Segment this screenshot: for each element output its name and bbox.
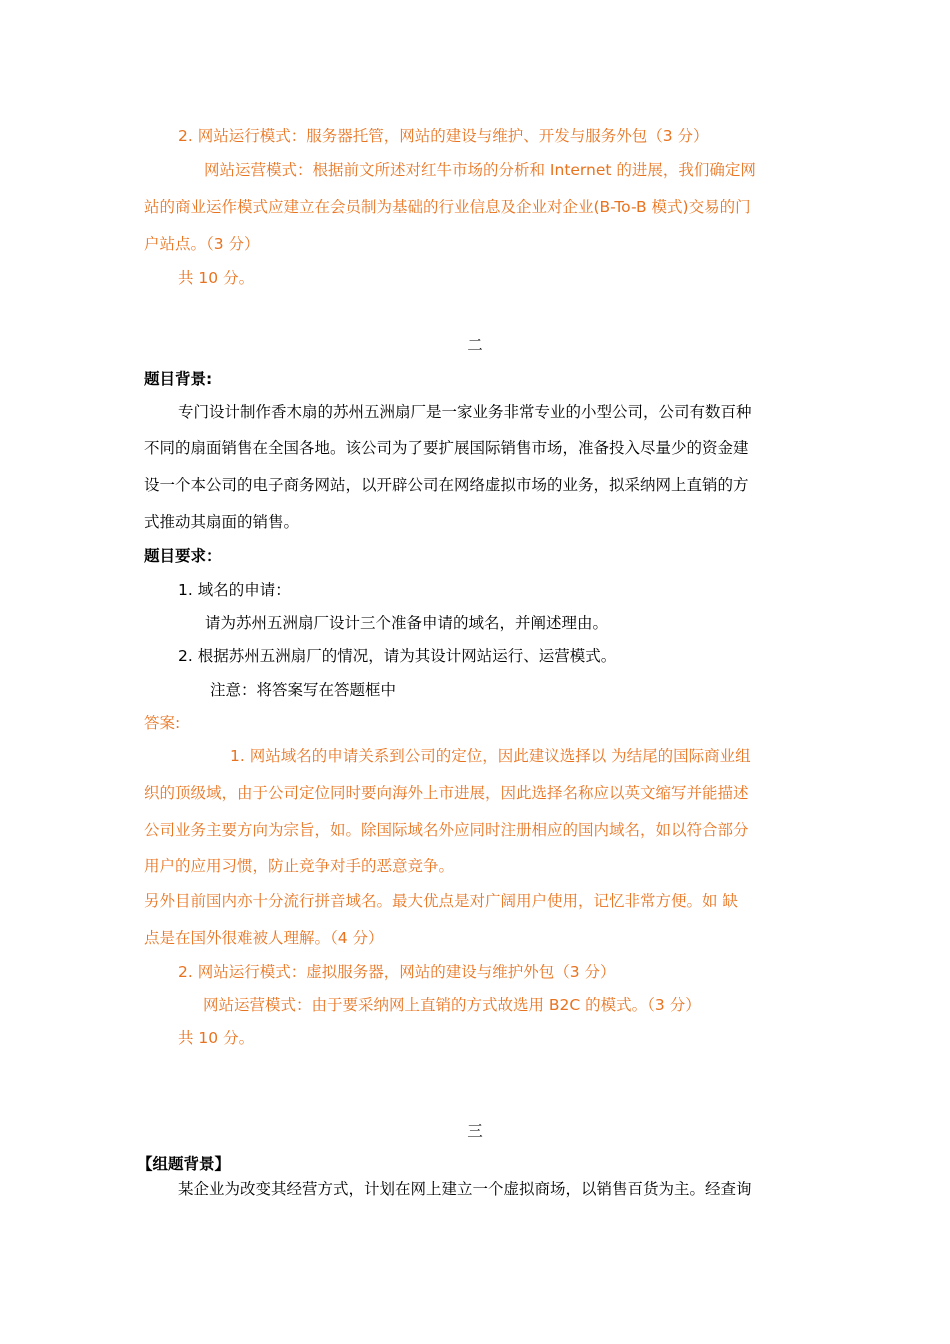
s2-answer-line-1: 1. 网站域名的申请关系到公司的定位，因此建议选择以 为结尾的国际商业组 (230, 747, 751, 765)
s2-note: 注意：将答案写在答题框中 (210, 681, 397, 699)
s1-line-4: 户站点。（3 分） (144, 235, 260, 253)
s2-answer-title: 答案: (144, 714, 181, 732)
s1-line-2: 网站运营模式：根据前文所述对红牛市场的分析和 Internet 的进展，我们确定网 (204, 161, 756, 179)
s1-total: 共 10 分。 (178, 269, 255, 287)
s2-answer-line-6: 点是在国外很难被人理解。（4 分） (144, 929, 384, 947)
s2-answer-2: 2. 网站运行模式：虚拟服务器，网站的建设与维护外包（3 分） (178, 963, 616, 981)
s1-line-1: 2. 网站运行模式：服务器托管，网站的建设与维护、开发与服务外包（3 分） (178, 127, 709, 145)
section-3-number: 三 (467, 1122, 483, 1140)
s2-answer-line-4: 用户的应用习惯，防止竞争对手的恶意竞争。 (144, 857, 455, 875)
s2-background-line-2: 不同的扇面销售在全国各地。该公司为了要扩展国际销售市场，准备投入尽量少的资金建 (144, 439, 749, 457)
s2-answer-line-5: 另外目前国内亦十分流行拼音域名。最大优点是对广阔用户使用，记忆非常方便。如 缺 (144, 892, 738, 910)
s3-background-title: 【组题背景】 (137, 1155, 231, 1173)
s2-background-line-3: 设一个本公司的电子商务网站，以开辟公司在网络虚拟市场的业务，拟采纳网上直销的方 (144, 476, 749, 494)
s2-requirement-1-detail: 请为苏州五洲扇厂设计三个准备申请的域名，并阐述理由。 (205, 614, 609, 632)
s2-answer-line-2: 织的顶级域，由于公司定位同时要向海外上市进展，因此选择名称应以英文缩写并能描述 (144, 784, 749, 802)
s2-answer-2-operation: 网站运营模式：由于要采纳网上直销的方式故选用 B2C 的模式。（3 分） (203, 996, 701, 1014)
s2-total: 共 10 分。 (178, 1029, 255, 1047)
s2-background-title: 题目背景: (144, 370, 213, 388)
s2-background-line-4: 式推动其扇面的销售。 (144, 513, 300, 531)
s1-line-3: 站的商业运作模式应建立在会员制为基础的行业信息及企业对企业(B-To-B 模式)交易的门 (144, 198, 751, 216)
s3-background-line-1: 某企业为改变其经营方式，计划在网上建立一个虚拟商场，以销售百货为主。经查询 (178, 1180, 752, 1198)
section-2-number: 二 (467, 336, 483, 354)
s2-requirement-2: 2. 根据苏州五洲扇厂的情况，请为其设计网站运行、运营模式。 (178, 647, 617, 665)
s2-answer-line-3: 公司业务主要方向为宗旨，如。除国际域名外应同时注册相应的国内域名，如以符合部分 (144, 821, 749, 839)
s2-requirements-title: 题目要求： (144, 547, 222, 565)
s2-background-line-1: 专门设计制作香木扇的苏州五洲扇厂是一家业务非常专业的小型公司，公司有数百种 (178, 403, 752, 421)
s2-requirement-1: 1. 域名的申请： (178, 581, 291, 599)
